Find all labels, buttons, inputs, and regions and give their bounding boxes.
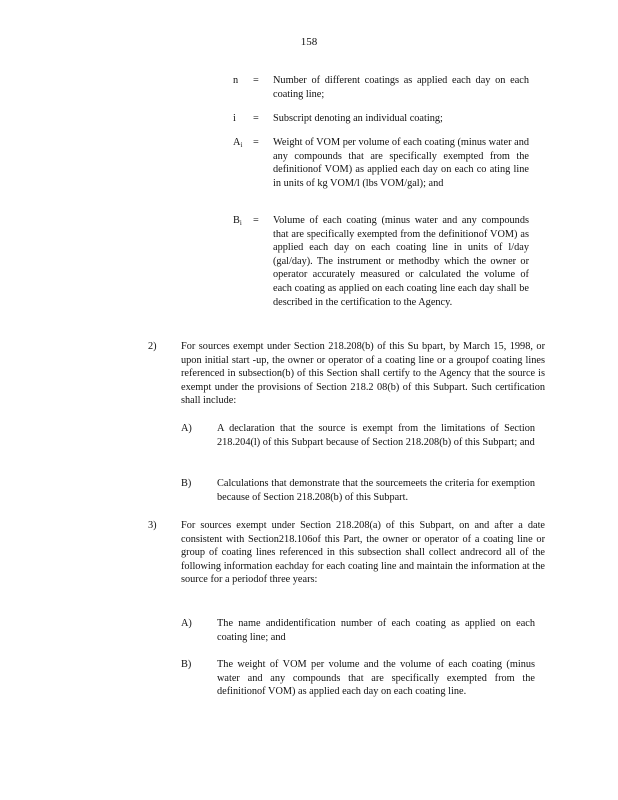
equals-sign: =	[253, 113, 259, 124]
item-label: B)	[181, 659, 192, 670]
variable-symbol-b: $B_i$	[233, 215, 242, 227]
equals-sign: =	[253, 137, 259, 148]
variable-subscript: i	[240, 141, 243, 149]
section-number: 3)	[148, 520, 157, 531]
variable-definition-a: Weight of VOM per volume of each coating (minus water and any compounds that are specifically exempted from the definitionof VOM) as applied each day on each co ating line in units of kg VOM/l (lbs VOM/gal); and	[273, 137, 529, 189]
item-text: The name andidentification number of each coating as applied on each coating line; and	[217, 618, 535, 643]
section-text: For sources exempt under Section 218.208(b) of this Su bpart, by March 15, 1998, or upon initial start -up, the owner or operator of a coating line or a groupof coating lines referenced in subsection(b) of this Section shall certify to the Agency that the source is exempt under the provisions of Section 218.2 08(b) of this Subpart. Such certification shall include:	[181, 341, 545, 407]
item-label: B)	[181, 478, 192, 489]
item-label: A)	[181, 423, 192, 434]
variable-symbol-a: $A_i$	[233, 137, 243, 149]
variable-definition-b: Volume of each coating (minus water and any compounds that are specifically exempted from the definitionof VOM) as applied each day on each coating line in units of l/day (gal/day). The instrument or methodby which the owner or operator accurately measured or calculated the volume of each coating as applied on each coating line each day shall be described in the certification to the Agency.	[273, 215, 529, 308]
variable-definition-i: Subscript denoting an individual coating;	[273, 113, 443, 124]
page-number: 158	[300, 36, 318, 48]
variable-subscript: i	[239, 219, 242, 227]
variable-symbol-i: i	[233, 113, 236, 124]
item-label: A)	[181, 618, 192, 629]
equals-sign: =	[253, 75, 259, 86]
variable-symbol-n: n	[233, 75, 239, 86]
section-text: For sources exempt under Section 218.208(a) of this Subpart, on and after a date consistent with Section218.106of this Part, the owner or operator of a coating line or group of coating lines referenced in this subsection shall collect andrecord all of the following information eachday for each coating line and maintain the information at the source for a periodof three years:	[181, 520, 545, 586]
item-text: A declaration that the source is exempt from the limitations of Section 218.204(l) of this Subpart because of Section 218.208(b) of this Subpart; and	[217, 423, 535, 448]
item-text: Calculations that demonstrate that the sourcemeets the criteria for exemption because of Section 218.208(b) of this Subpart.	[217, 478, 535, 503]
item-text: The weight of VOM per volume and the volume of each coating (minus water and any compounds that are specifically exempted from the definitionof VOM) as applied each day on each coating line.	[217, 659, 535, 698]
variable-definition-n: Number of different coatings as applied each day on each coating line;	[273, 75, 529, 100]
section-number: 2)	[148, 341, 157, 352]
equals-sign: =	[253, 215, 259, 226]
